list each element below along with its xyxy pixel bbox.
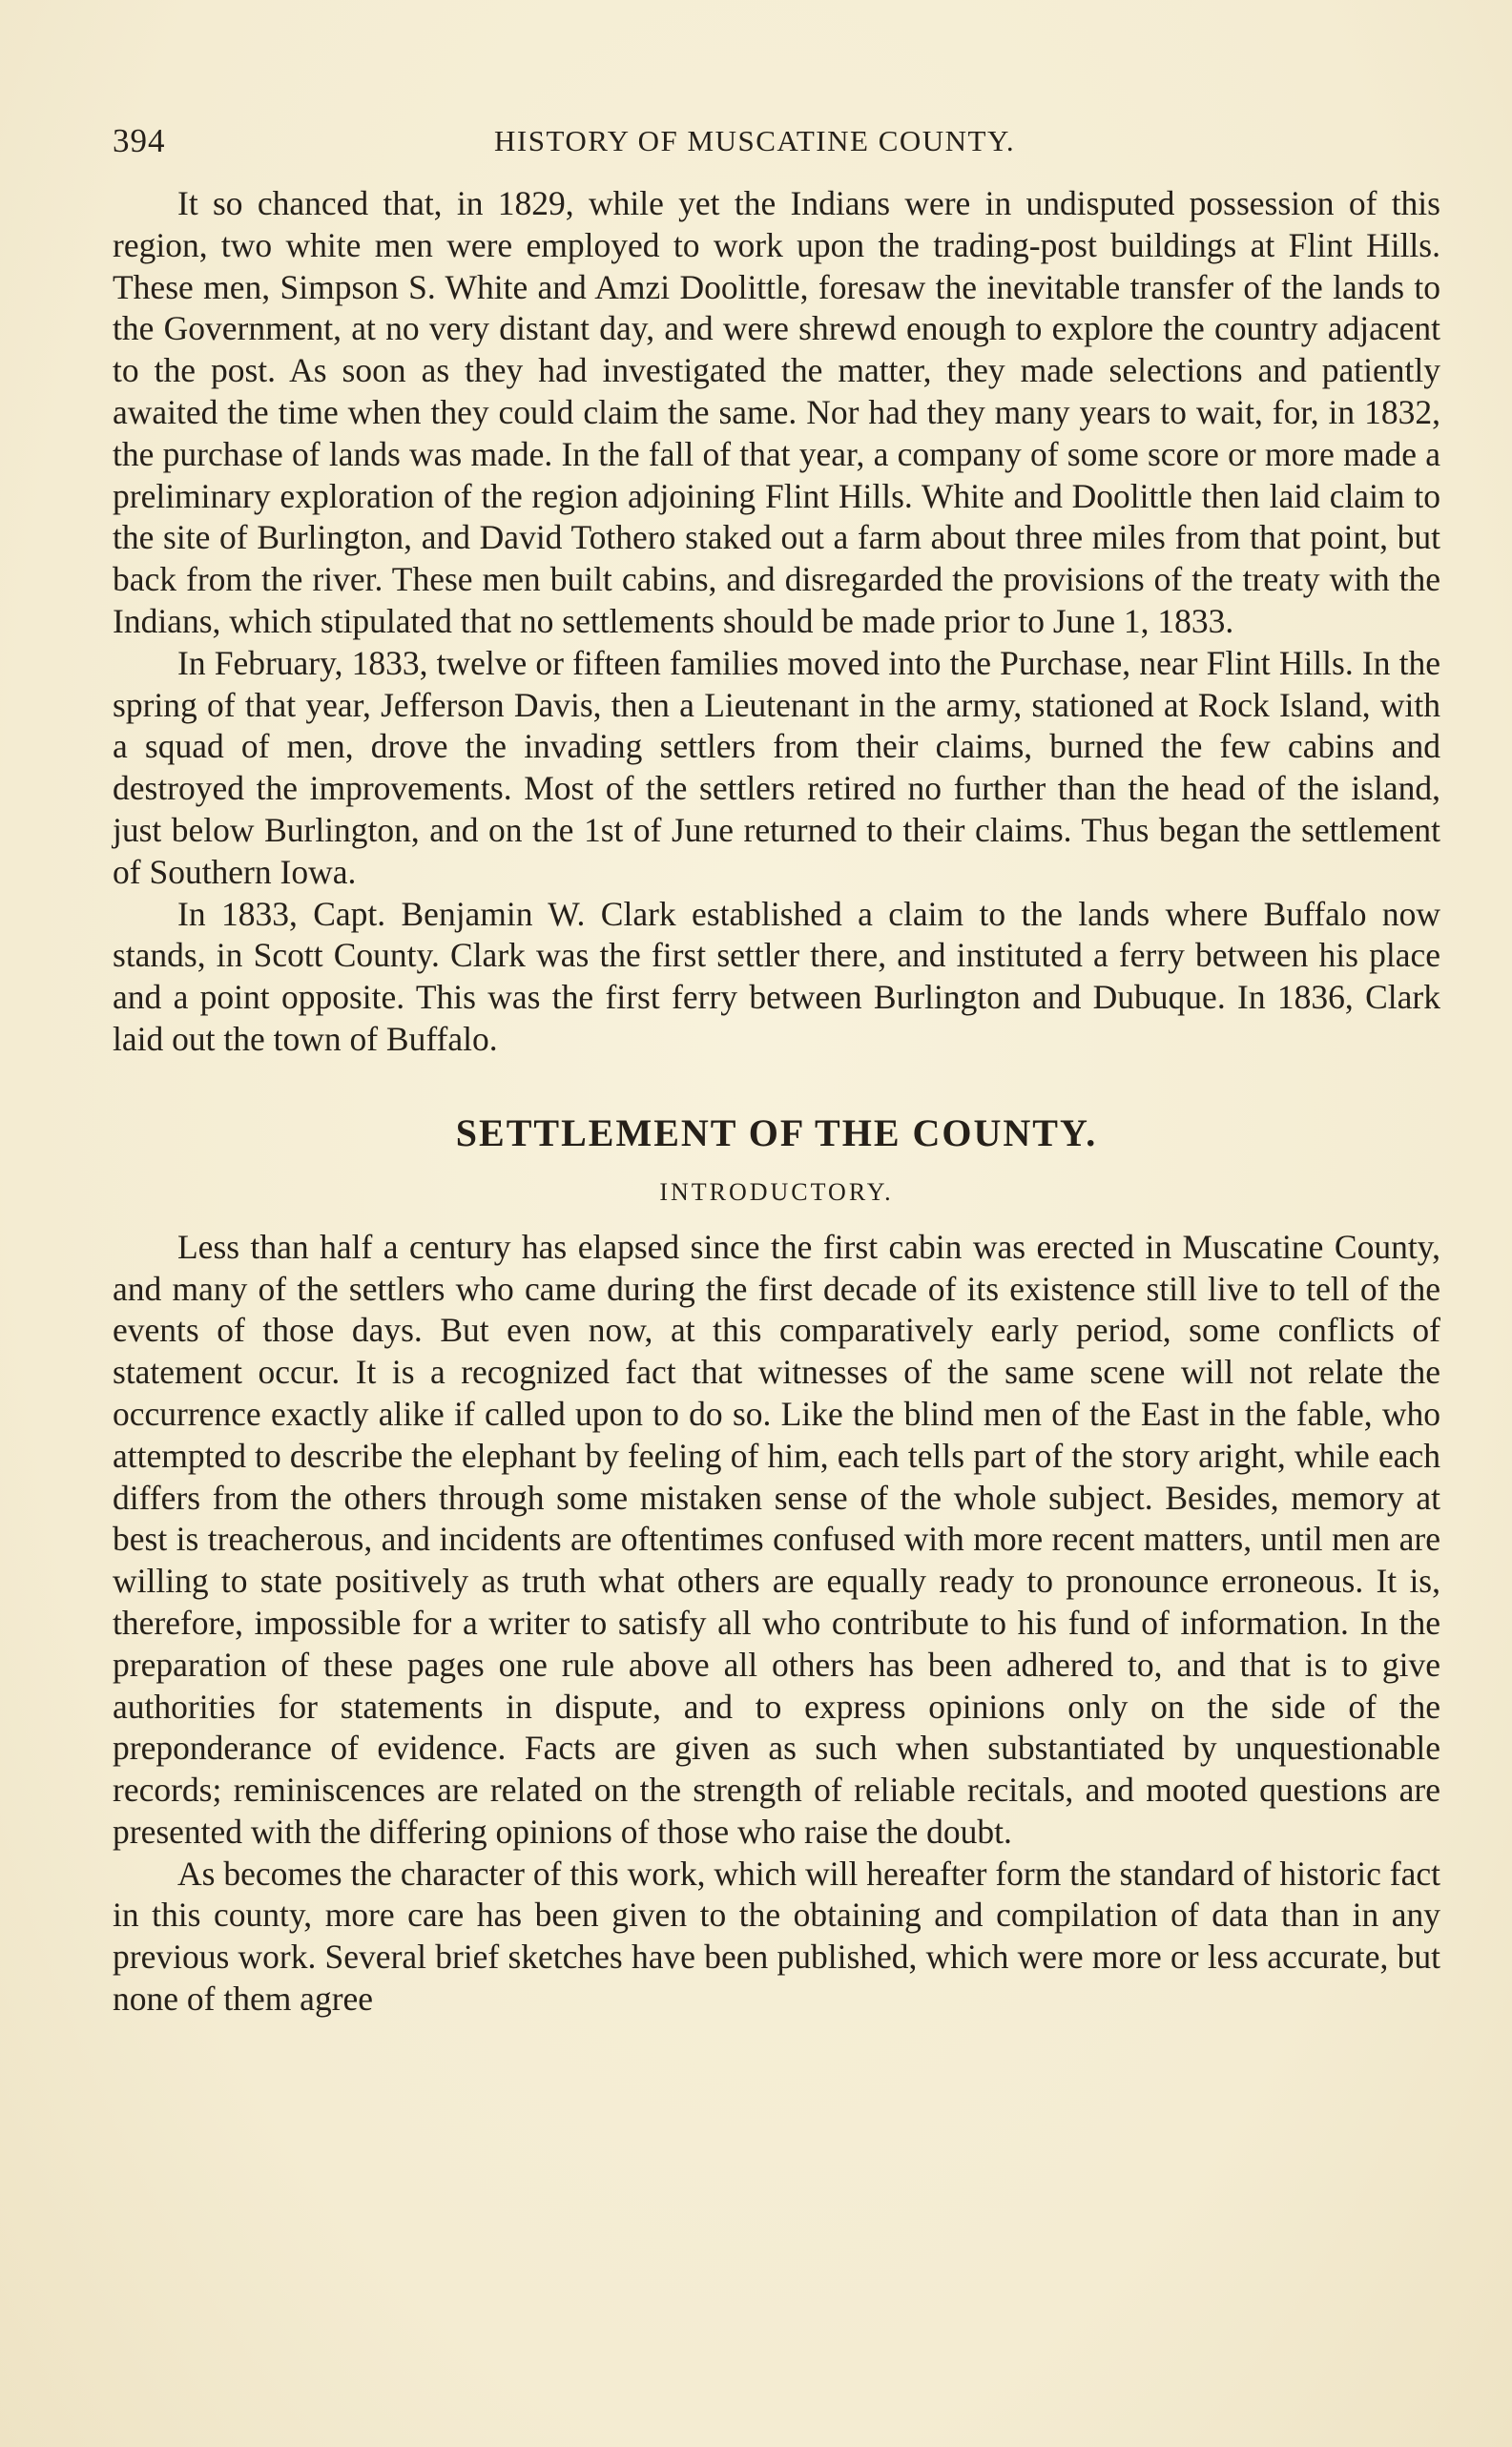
section-title: SETTLEMENT OF THE COUNTY. [455, 1110, 1098, 1154]
paragraph-february-1833: In February, 1833, twelve or fifteen families moved into the Purchase, near Flint Hills. In the spring of that year, Jefferson Davis, then a Lieutenant in the army, stationed at Rock Island, with a squad of men, drove the invading settlers from their claims, burned the few cabins and destroyed the improvements. Most of the settlers retired no further than the head of the island, just below Burlington, and on the 1st of June returned to their claims. Thus began the settlement of Southern Iowa. [113, 643, 1440, 891]
paragraph-introductory: Less than half a century has elapsed since the first cabin was erected in Muscatine County, and many of the settlers who came during the first decade of its existence still live to tell of the events of those days. But even now, at this comparatively early period, some conflicts of statement occur. It is a recognized fact that witnesses of the same scene will not relate the occurrence exactly alike if called upon to do so. Like the blind men of the East in the fable, who attempted to describe the elephant by feeling of him, each tells part of the story aright, while each differs from the others through some mistaken sense of the whole subject. Besides, memory at best is treacherous, and incidents are oftentimes confused with more recent matters, until men are willing to state positively as truth what others are equally ready to pronounce erroneous. It is, therefore, impossible for a writer to satisfy all who contribute to his fund of information. In the preparation of these pages one rule above all others has been adhered to, and that is to give authorities for statements in dispute, and to express opinions only on the side of the preponderance of evidence. Facts are given as such when substantiated by unquestionable records; reminiscences are related on the strength of reliable recitals, and mooted questions are presented with the differing opinions of those who raise the doubt. [113, 1227, 1440, 1851]
paragraph-early-claims: It so chanced that, in 1829, while yet the Indians were in undisputed possession of this region, two white men were employed to work upon the trading-post buildings at Flint Hills. These men, Simpson S. White and Amzi Doolittle, foresaw the inevitable transfer of the lands to the Government, at no very distant day, and were shrewd enough to explore the country adjacent to the post. As soon as they had investigated the matter, they made selections and patiently awaited the time when they could claim the same. Nor had they many years to wait, for, in 1832, the purchase of lands was made. In the fall of that year, a company of some score or more made a preliminary exploration of the region adjoining Flint Hills. White and Doolittle then laid claim to the site of Burlington, and David Tothero staked out a farm about three miles from that point, but back from the river. These men built cabins, and disregarded the provisions of the treaty with the Indians, which stipulated that no settlements should be made prior to June 1, 1833. [113, 184, 1440, 640]
running-head [113, 122, 1440, 172]
section-subtitle: INTRODUCTORY. [659, 1177, 894, 1206]
running-title: HISTORY OF MUSCATINE COUNTY. [494, 124, 1016, 157]
page-number: 394 [113, 122, 166, 159]
paragraph-buffalo: In 1833, Capt. Benjamin W. Clark established a claim to the lands where Buffalo now stands, in Scott County. Clark was the first settler there, and instituted a ferry between his place and a point opposite. This was the first ferry between Burlington and Dubuque. In 1836, Clark laid out the town of Buffalo. [113, 894, 1440, 1058]
page-content [113, 122, 1440, 2021]
paragraph-character-of-work: As becomes the character of this work, which will hereafter form the standard of historic fact in this county, more care has been given to the obtaining and compilation of data than in any previous work. Several brief sketches have been published, which were more or less accurate, but none of them agree [113, 1854, 1440, 2019]
